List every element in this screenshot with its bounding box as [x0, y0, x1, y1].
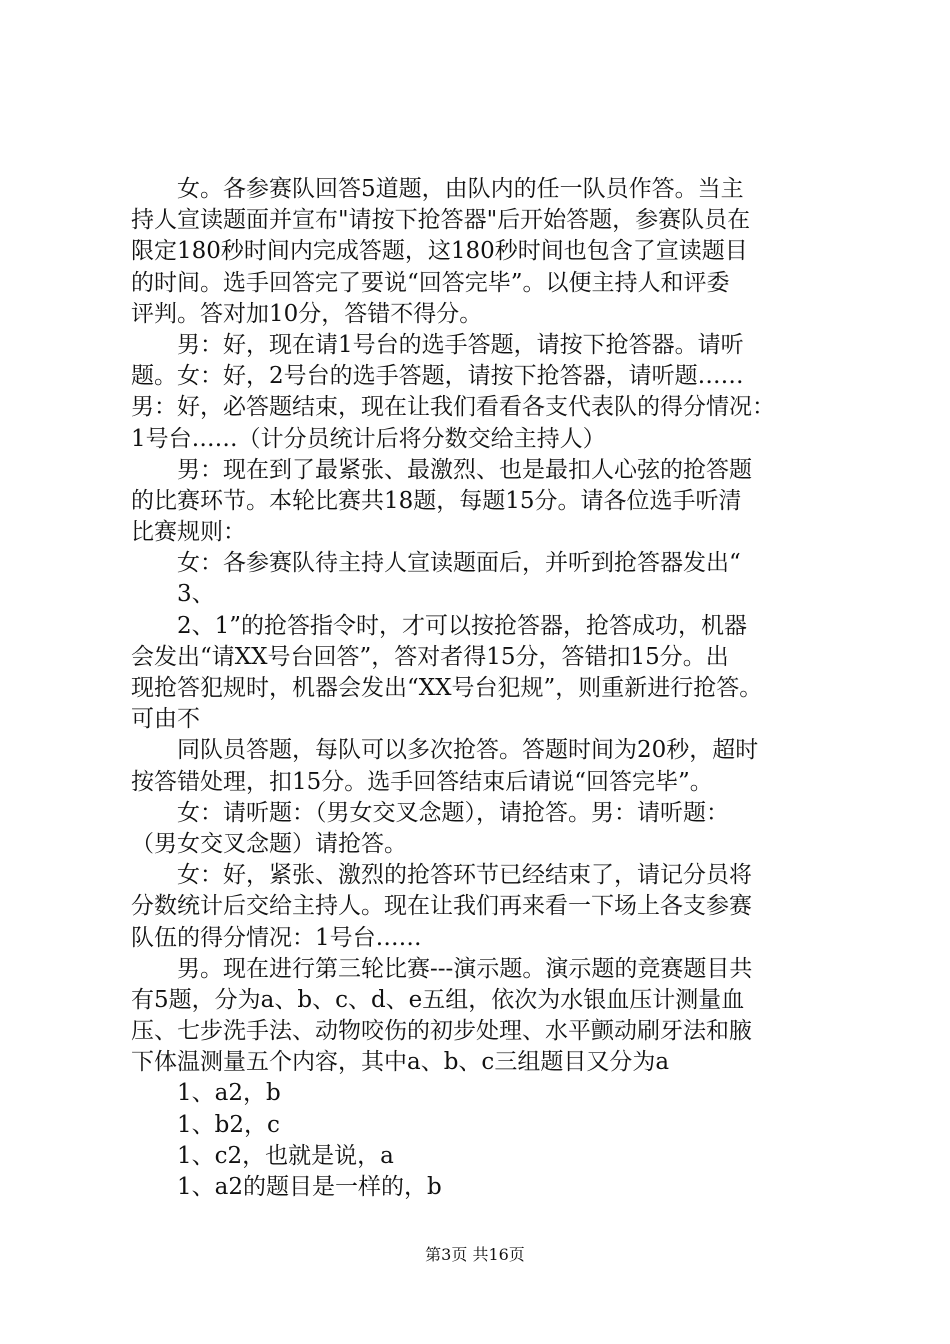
- text-line: 限定180秒时间内完成答题，这180秒时间也包含了宣读题目: [131, 238, 748, 265]
- document-body: [131, 174, 837, 1203]
- text-line: 1、c2，也就是说，a: [177, 1142, 394, 1169]
- text-line: 男。现在进行第三轮比赛---演示题。演示题的竞赛题目共: [177, 955, 753, 982]
- text-line: 男：好，现在请1号台的选手答题，请按下抢答器。请听: [177, 331, 744, 358]
- text-line: 女：各参赛队待主持人宣读题面后，并听到抢答器发出“: [177, 550, 741, 577]
- text-line: 3、: [177, 581, 215, 608]
- text-line: 分数统计后交给主持人。现在让我们再来看一下场上各支参赛: [131, 893, 752, 920]
- text-line: 持人宣读题面并宣布"请按下抢答器"后开始答题，参赛队员在: [131, 207, 751, 234]
- text-line: 比赛规则：: [131, 519, 246, 546]
- text-line: 的时间。选手回答完了要说“回答完毕”。以便主持人和评委: [131, 269, 730, 296]
- text-line: 1、b2，c: [177, 1111, 280, 1138]
- text-line: 1、a2，b: [177, 1080, 281, 1107]
- text-line: 女：好，紧张、激烈的抢答环节已经结束了，请记分员将: [177, 862, 752, 889]
- text-line: 女。各参赛队回答5道题，由队内的任一队员作答。当主: [177, 176, 744, 202]
- text-line: 同队员答题，每队可以多次抢答。答题时间为20秒，超时: [177, 737, 759, 764]
- text-line: 现抢答犯规时，机器会发出“XX号台犯规”，则重新进行抢答。: [131, 675, 763, 701]
- text-line: 女：请听题：（男女交叉念题），请抢答。男：请听题：: [177, 799, 729, 826]
- text-line: 男：现在到了最紧张、最激烈、也是最扣人心弦的抢答题: [177, 456, 752, 483]
- text-line: 有5题，分为a、b、c、d、e五组，依次为水银血压计测量血: [131, 986, 745, 1013]
- text-line: 会发出“请XX号台回答”，答对者得15分，答错扣15分。出: [131, 643, 729, 670]
- text-line: 1号台……（计分员统计后将分数交给主持人）: [131, 425, 606, 452]
- text-line: 评判。答对加10分，答错不得分。: [131, 300, 483, 327]
- text-line: 下体温测量五个内容，其中a、b、c三组题目又分为a: [131, 1049, 670, 1076]
- text-line: 题。女：好，2号台的选手答题，请按下抢答器，请听题……: [131, 363, 744, 390]
- text-line: 压、七步洗手法、动物咬伤的初步处理、水平颤动刷牙法和腋: [131, 1018, 752, 1045]
- text-line: 的比赛环节。本轮比赛共18题，每题15分。请各位选手听清: [131, 487, 742, 514]
- text-line: 按答错处理，扣15分。选手回答结束后请说“回答完毕”。: [131, 768, 713, 795]
- text-line: 男：好，必答题结束，现在让我们看看各支代表队的得分情况：: [131, 394, 775, 421]
- text-line: 可由不: [131, 706, 200, 733]
- text-line: （男女交叉念题）请抢答。: [131, 830, 407, 857]
- page-footer: 第3页 共16页: [425, 1245, 525, 1264]
- text-line: 队伍的得分情况：1号台……: [131, 924, 422, 951]
- text-line: 2、1”的抢答指令时，才可以按抢答器，抢答成功，机器: [177, 612, 748, 639]
- text-line: 1、a2的题目是一样的，b: [177, 1174, 442, 1200]
